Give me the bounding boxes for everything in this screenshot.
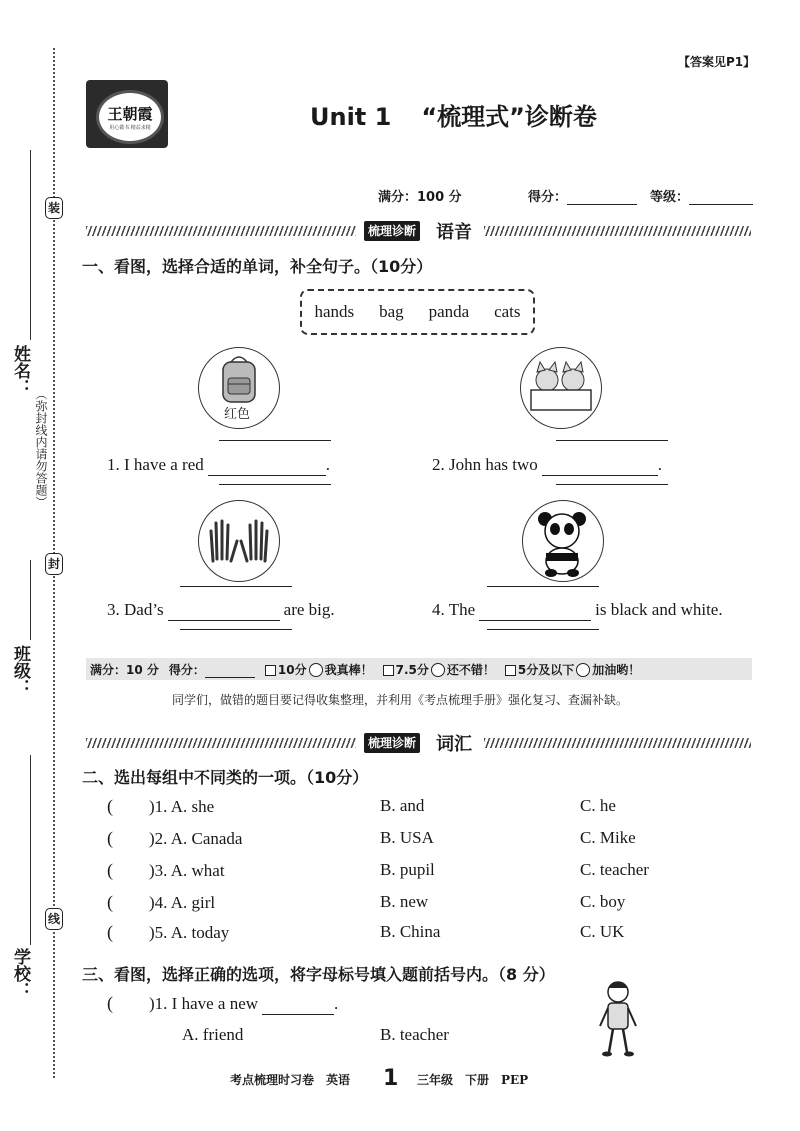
section-header-vocabulary	[86, 733, 751, 755]
cats-picture	[520, 347, 602, 429]
paper-title: “梳理式”诊断卷	[421, 103, 597, 131]
hands-picture	[198, 500, 280, 582]
footer-left: 考点梳理时习卷 英语	[230, 1073, 351, 1087]
grade-field	[650, 186, 753, 205]
option-b: B. teacher	[380, 1025, 449, 1044]
logo-sub: 用心做书 精益求精	[109, 125, 151, 131]
binding-marker-feng: 封	[45, 553, 63, 575]
score-field	[528, 186, 637, 205]
sentence-4-pre: 4. The	[432, 600, 476, 619]
school-line	[30, 755, 31, 945]
blank-1-top	[219, 440, 331, 441]
hatch-left	[86, 738, 356, 748]
word-cats: cats	[494, 302, 521, 321]
binding-marker-zhuang: 装	[45, 197, 63, 219]
option-a: A. friend	[182, 1025, 244, 1044]
question-3-item-1	[107, 993, 338, 1015]
cats-icon	[521, 348, 601, 428]
option-5[interactable]	[505, 661, 640, 678]
class-line	[30, 560, 31, 640]
choice-row-3	[107, 860, 225, 881]
item-1-text: )1. I have a new	[149, 994, 259, 1013]
checkbox-icon[interactable]	[265, 665, 276, 676]
grade-label: 等级：	[650, 190, 690, 205]
row-4-b: B. new	[380, 892, 429, 911]
face-icon	[309, 663, 323, 677]
choice-row-1	[107, 796, 214, 817]
row-5-c: C. UK	[580, 922, 625, 941]
page-title	[310, 97, 597, 132]
panda-picture	[522, 500, 604, 582]
footer-right: 三年级 下册 PEP	[417, 1073, 529, 1087]
option-5-label: 5分及以下	[517, 662, 575, 677]
grade-blank[interactable]	[689, 190, 753, 205]
row-3-c: C. teacher	[580, 860, 649, 879]
sentence-1-pre: 1. I have a red	[107, 455, 204, 474]
sentence-2-pre: 2. John has two	[432, 455, 538, 474]
row-3-b: B. pupil	[380, 860, 435, 879]
choice-row-4	[107, 892, 215, 913]
blank-4-top	[487, 586, 599, 587]
class-label: 班级：	[10, 645, 30, 696]
answer-blank-2[interactable]	[542, 455, 658, 476]
row-4-a: )4. A. girl	[149, 893, 216, 912]
logo-name: 王朝霞	[107, 105, 153, 123]
checkbox-icon[interactable]	[505, 665, 516, 676]
row-2-c: C. Mike	[580, 828, 636, 847]
face-icon	[576, 663, 590, 677]
score-label: 得分：	[528, 190, 568, 205]
option-10-text: 我真棒！	[324, 662, 373, 677]
section-header-phonics	[86, 221, 751, 243]
answer-reference: 【答案见P1】	[678, 55, 756, 69]
question-1-heading: 一、看图，选择合适的单词，补全句子。（10分）	[82, 257, 433, 276]
sentence-4-post: is black and white.	[595, 600, 723, 619]
blank-2-bottom	[556, 484, 668, 485]
row-2-b: B. USA	[380, 828, 434, 847]
answer-paren[interactable]: (	[107, 993, 113, 1013]
item-1-post: .	[334, 994, 339, 1013]
sentence-3-pre: 3. Dad’s	[107, 600, 164, 619]
school-label: 学校：	[10, 948, 30, 999]
checkbox-icon[interactable]	[383, 665, 394, 676]
choice-row-5	[107, 922, 229, 943]
bar-full-score: 满分：10 分	[90, 662, 159, 677]
row-1-a: )1. A. she	[149, 797, 215, 816]
question-3-heading: 三、看图，选择正确的选项，将字母标号填入题前括号内。（8 分）	[82, 965, 555, 984]
option-5-text: 加油哟！	[592, 662, 641, 677]
row-1-b: B. and	[380, 796, 425, 815]
word-panda: panda	[428, 302, 470, 321]
full-score: 满分：100 分	[378, 190, 462, 205]
option-10-label: 10分	[277, 662, 307, 677]
blank-2-top	[556, 440, 668, 441]
name-line	[30, 150, 31, 340]
review-note: 同学们，做错的题目要记得收集整理，并利用《考点梳理手册》强化复习、查漏补缺。	[171, 693, 628, 707]
sentence-2	[432, 455, 662, 476]
blank-3-bottom	[180, 629, 292, 630]
face-icon	[431, 663, 445, 677]
hands-icon	[199, 501, 279, 581]
row-2-a: )2. A. Canada	[149, 829, 243, 848]
row-4-c: C. boy	[580, 892, 626, 911]
item-1-blank[interactable]	[262, 994, 334, 1015]
panda-icon	[523, 501, 603, 581]
boy-illustration	[596, 978, 642, 1058]
binding-note: （弥封线内请勿答题）	[34, 388, 48, 508]
word-hands: hands	[314, 302, 355, 321]
bar-score	[169, 661, 255, 678]
bar-score-label: 得分：	[168, 662, 205, 677]
word-bank	[300, 289, 535, 335]
bag-picture	[198, 347, 280, 429]
sentence-3-post: are big.	[283, 600, 335, 619]
row-5-a: )5. A. today	[149, 923, 230, 942]
sentence-1	[107, 455, 330, 476]
sentence-4	[432, 600, 723, 621]
publisher-logo	[86, 80, 168, 148]
page-number: 1	[383, 1066, 399, 1091]
answer-paren[interactable]: (	[107, 828, 113, 848]
answer-blank-3[interactable]	[168, 600, 280, 621]
answer-paren[interactable]: (	[107, 796, 113, 816]
choice-row-2	[107, 828, 242, 849]
option-7-5[interactable]	[383, 661, 495, 678]
section-tag: 梳理诊断	[364, 221, 420, 241]
option-7-5-text: 还不错！	[446, 662, 495, 677]
blank-4-bottom	[487, 629, 599, 630]
option-7-5-label: 7.5分	[395, 662, 429, 677]
answer-blank-1[interactable]	[208, 455, 326, 476]
answer-paren[interactable]: (	[107, 922, 113, 942]
bag-caption: 红色	[224, 407, 251, 422]
answer-blank-4[interactable]	[479, 600, 591, 621]
sentence-2-post: .	[657, 455, 663, 474]
bar-score-blank[interactable]	[205, 663, 255, 678]
sentence-1-post: .	[325, 455, 331, 474]
unit-title: Unit 1	[310, 103, 392, 131]
section-title: 词汇	[436, 734, 472, 755]
name-label: 姓名：	[10, 345, 30, 396]
answer-paren[interactable]: (	[107, 860, 113, 880]
row-3-a: )3. A. what	[149, 861, 225, 880]
hatch-left	[86, 226, 356, 236]
sentence-3	[107, 600, 335, 621]
score-blank[interactable]	[567, 190, 637, 205]
blank-3-top	[180, 586, 292, 587]
row-1-c: C. he	[580, 796, 616, 815]
binding-marker-xian: 线	[45, 908, 63, 930]
hatch-right	[484, 226, 751, 236]
section-title: 语音	[436, 222, 472, 243]
question-2-heading: 二、选出每组中不同类的一项。（10分）	[82, 768, 369, 787]
hatch-right	[484, 738, 751, 748]
option-10[interactable]	[265, 661, 373, 678]
word-bag: bag	[379, 302, 404, 321]
row-5-b: B. China	[380, 922, 441, 941]
answer-paren[interactable]: (	[107, 892, 113, 912]
self-assessment-bar	[86, 658, 752, 680]
blank-1-bottom	[219, 484, 331, 485]
section-tag: 梳理诊断	[364, 733, 420, 753]
